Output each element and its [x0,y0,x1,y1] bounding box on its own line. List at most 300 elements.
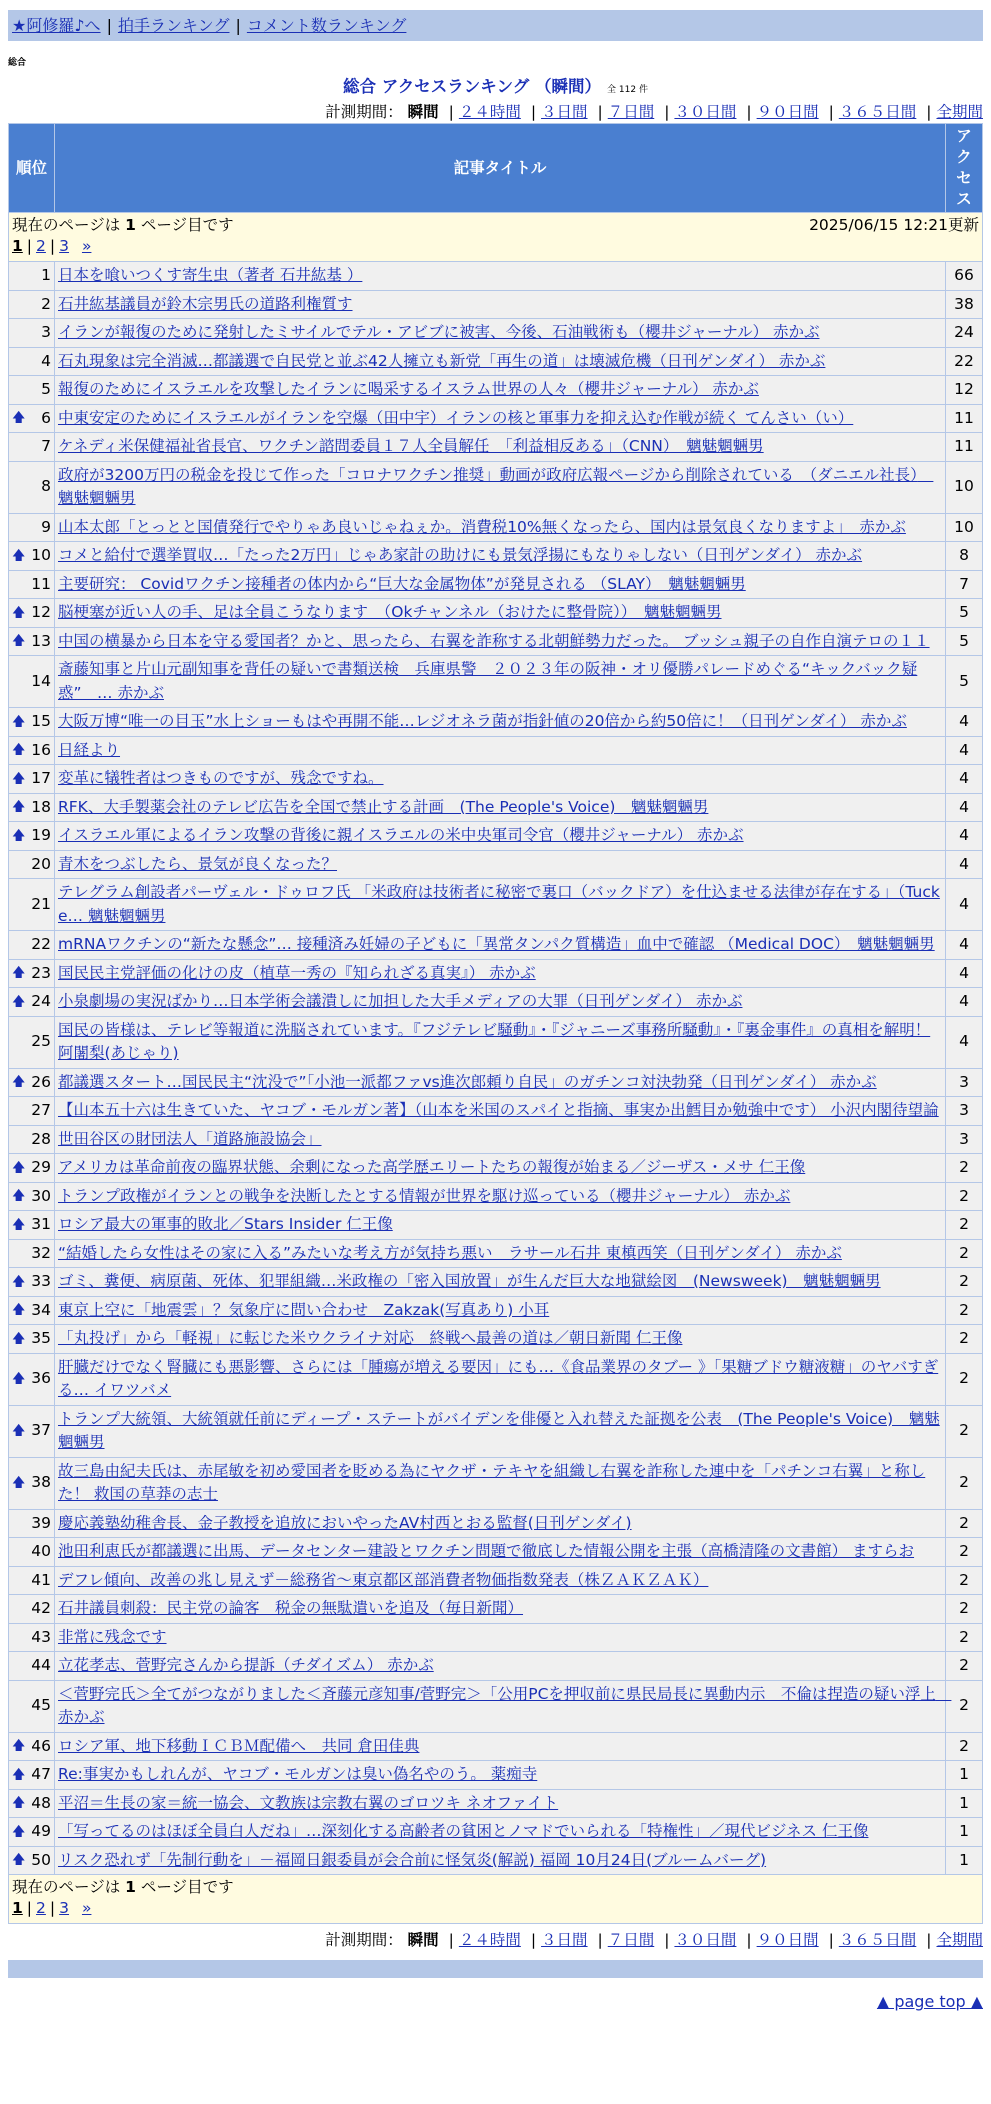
rank-number: 10 [31,546,51,564]
table-row [9,1405,983,1457]
pager-current: 1 [12,237,23,255]
access-count: 2 [946,1239,983,1268]
title-cell [55,931,946,960]
article-link[interactable]: イスラエル軍によるイラン攻撃の背後に親イスラエルの米中央軍司令官（櫻井ジャーナル） 赤かぶ [58,826,744,844]
rank-cell [9,433,55,462]
table-row [9,736,983,765]
rank-number: 21 [31,894,51,913]
table-row [9,1761,983,1790]
access-count: 12 [946,376,983,405]
rank-number: 39 [31,1513,51,1532]
access-count: 4 [946,765,983,794]
title-cell [55,542,946,571]
access-count: 1 [946,1846,983,1875]
access-count: 3 [946,1097,983,1126]
access-count: 66 [946,262,983,291]
title-cell [55,1509,946,1538]
article-link[interactable]: コメと給付で選挙買収…「たった2万円」じゃあ家計の助けにも景気浮揚にもなりゃしない（日刊ゲンダイ） 赤かぶ [58,546,863,564]
period-90d-link[interactable]: ９０日間 [756,1931,819,1949]
up-arrow-icon: 🡅 [12,1331,26,1347]
period-30d-link[interactable]: ３０日間 [674,103,737,121]
total-count: 全 112 件 [607,85,648,95]
period-365d-link[interactable]: ３６５日間 [838,1931,917,1949]
period-3d-link[interactable]: ３日間 [541,103,588,121]
rank-cell [9,1016,55,1068]
table-row [9,1509,983,1538]
pager-next[interactable]: » [81,1899,92,1917]
up-arrow-icon: 🡅 [12,742,26,758]
article-link[interactable]: 国民の皆様は、テレビ等報道に洗脳されています。『フジテレビ騒動』・『ジャニーズ事務所騒動』・『裏金事件』の真相を解明！ 阿闍梨(あじゃり) [58,1020,931,1062]
article-link[interactable]: 故三島由紀夫氏は、赤尾敏を初め愛国者を貶める為にヤクザ・テキヤを組織し右翼を詐称した連中を「パチンコ右翼」と称した！ 救国の草莽の志士 [58,1461,926,1503]
article-link[interactable]: 報復のためにイスラエルを攻撃したイランに喝采するイスラム世界の人々（櫻井ジャーナル） 赤かぶ [58,380,759,398]
article-link[interactable]: 石井紘基議員が鈴木宗男氏の道路利権質す [58,294,353,313]
table-row [9,1154,983,1183]
access-count: 22 [946,347,983,376]
article-link[interactable]: 東京上空に「地震雲」？気象庁に問い合わせ Zakzak(写真あり) 小耳 [58,1300,550,1319]
access-count: 2 [946,1652,983,1681]
access-count: 11 [946,433,983,462]
table-row [9,1268,983,1297]
rank-cell [9,656,55,708]
rank-number: 28 [31,1129,51,1148]
article-link[interactable]: ケネディ米保健福祉省長官、ワクチン諮問委員１７人全員解任 「利益相反ある」（CNN） 魑魅魍魎男 [58,437,764,455]
table-row [9,290,983,319]
access-count: 4 [946,879,983,931]
rank-number: 44 [31,1656,51,1674]
table-row [9,822,983,851]
rank-cell [9,1652,55,1681]
table-row [9,627,983,656]
table-row [9,1732,983,1761]
footer-bar [8,1960,983,1978]
rank-number: 20 [31,854,51,873]
up-arrow-icon: 🡅 [12,965,26,981]
up-arrow-icon: 🡅 [12,1423,26,1439]
article-link[interactable]: 主要研究： Covidワクチン接種者の体内から“巨大な金属物体”が発見される （SLAY） 魑魅魍魎男 [58,574,746,593]
rank-number: 46 [31,1736,51,1755]
up-arrow-icon: 🡅 [12,1371,26,1387]
article-link[interactable]: 石井議員刺殺：民主党の論客 税金の無駄遣いを追及（毎日新聞） [58,1599,524,1617]
article-link[interactable]: 池田利恵氏が都議選に出馬、データセンター建設とワクチン問題で徹底した情報公開を主張（高橋清隆の文書館） ますらお [58,1542,915,1560]
current-page-text: 現在のページは 1 ページ目です [12,216,234,234]
access-count: 24 [946,319,983,348]
rank-number: 19 [31,826,51,844]
title-cell [55,1566,946,1595]
access-count: 5 [946,599,983,628]
article-link[interactable]: 立花孝志、菅野完さんから提訴（チダイズム） 赤かぶ [58,1656,434,1674]
title-cell [55,879,946,931]
rank-cell [9,1789,55,1818]
title-cell [55,1623,946,1652]
up-arrow-icon: 🡅 [12,1160,26,1176]
page-title: 総合 アクセスランキング （瞬間） [343,77,602,96]
rank-number: 31 [31,1215,51,1233]
article-link[interactable]: 小泉劇場の実況ばかり…日本学術会議潰しに加担した大手メディアの大罪（日刊ゲンダイ） 赤かぶ [58,992,743,1010]
rank-cell [9,404,55,433]
table-row [9,793,983,822]
rank-number: 48 [31,1793,51,1812]
article-link[interactable]: イランが報復のために発射したミサイルでテル・アビブに被害、今後、石油戦術も（櫻井ジャーナル） 赤かぶ [58,323,820,341]
article-link[interactable]: 世田谷区の財団法人「道路施設協会」 [58,1129,322,1148]
title-cell [55,1846,946,1875]
period-365d-link[interactable]: ３６５日間 [838,103,917,121]
article-link[interactable]: テレグラム創設者パーヴェル・ドゥロフ氏 「米政府は技術者に秘密で裏口（バックドア）を仕込ませる法律が存在する」（Tucke… 魑魅魍魎男 [58,883,940,925]
rank-cell [9,1296,55,1325]
pager-next[interactable]: » [81,237,92,255]
access-count: 2 [946,1457,983,1509]
nav-separator: | [235,16,241,35]
access-count: 3 [946,1068,983,1097]
rank-cell [9,1732,55,1761]
article-link[interactable]: 平沼＝生長の家＝統一協会、文教族は宗教右翼のゴロツキ ネオファイト [58,1793,559,1812]
header-title: 記事タイトル [55,124,946,213]
up-arrow-icon: 🡅 [12,410,26,426]
pager-page-3[interactable]: 3 [59,1899,70,1917]
title-cell [55,1125,946,1154]
table-row [9,1211,983,1240]
table-row [9,1325,983,1354]
article-link[interactable]: ロシア最大の軍事的敗北／Stars Insider 仁王像 [58,1215,393,1233]
access-count: 2 [946,1182,983,1211]
period-current: 瞬間 [407,103,439,121]
nav-separator: | [106,16,112,35]
rank-cell [9,988,55,1017]
article-link[interactable]: 【山本五十六は生きていた、ヤコブ・モルガン著】（山本を米国のスパイと指摘、事実か出鱈目か勉強中です） 小沢内閣待望論 [58,1101,939,1119]
period-7d-link[interactable]: ７日間 [607,1931,655,1949]
title-cell [55,1325,946,1354]
article-link[interactable]: 脳梗塞が近い人の手、足は全員こうなります （Okチャンネル（おけたに整骨院）） 魑魅魍魎男 [58,603,722,621]
period-all-link[interactable]: 全期間 [936,1931,983,1949]
article-link[interactable]: 中東安定のためにイスラエルがイランを空爆（田中宇）イランの核と軍事力を抑え込む作戦が続く てんさい（い） [58,408,854,427]
title-cell [55,433,946,462]
current-page-text: 現在のページは 1 ページ目です [12,1878,234,1896]
article-link[interactable]: リスク恐れず「先制行動を」－福岡日銀委員が会合前に怪気炎(解説) 福岡 10月24日(ブルームバーグ) [58,1850,767,1869]
access-count: 2 [946,1732,983,1761]
rank-cell [9,1595,55,1624]
period-selector-bottom: 計測期間： 瞬間 | ２４時間 | ３日間 | ７日間 | ３０日間 | ９０日間 | ３６５日間 | 全期間 [325,1931,983,1949]
title-cell [55,262,946,291]
table-row [9,542,983,571]
table-row [9,1353,983,1405]
up-arrow-icon: 🡅 [12,994,26,1010]
up-arrow-icon: 🡅 [12,828,26,844]
period-label: 計測期間： [325,103,403,121]
access-count: 4 [946,1016,983,1068]
article-link[interactable]: 大阪万博“唯一の目玉”水上ショーもはや再開不能…レジオネラ菌が指針値の20倍から約50倍に！（日刊ゲンダイ） 赤かぶ [58,712,907,730]
article-link[interactable]: ＜菅野完氏＞全てがつながりました＜斉藤元彦知事/菅野完＞「公用PCを押収前に県民局長に異動内示 不倫は捏造の疑い浮上 赤かぶ [58,1684,952,1726]
table-row [9,513,983,542]
page-top-link[interactable]: ▲ page top ▲ [876,1992,983,2011]
table-row [9,1680,983,1732]
article-link[interactable]: Re:事実かもしれんが、ヤコブ・モルガンは臭い偽名やのう。 薬痴寺 [58,1765,538,1783]
access-count: 2 [946,1566,983,1595]
article-link[interactable]: RFK、大手製薬会社のテレビ広告を全国で禁止する計画 (The People's Voice) 魑魅魍魎男 [58,797,709,816]
access-count: 2 [946,1211,983,1240]
rank-cell [9,1125,55,1154]
comment-ranking-link[interactable]: コメント数ランキング [246,16,407,35]
ranking-table [8,123,983,1924]
rank-cell [9,1538,55,1567]
article-link[interactable]: 日経より [58,740,121,759]
up-arrow-icon: 🡅 [12,1824,26,1840]
article-link[interactable]: “結婚したら女性はその家に入る”みたいな考え方が気持ち悪い ラサール石井 東槙西笑（日刊ゲンダイ） 赤かぶ [58,1243,842,1262]
title-cell [55,656,946,708]
access-count: 4 [946,793,983,822]
title-cell [55,1239,946,1268]
header-rank: 順位 [9,124,55,213]
rank-cell [9,1761,55,1790]
table-row [9,708,983,737]
rank-cell [9,931,55,960]
up-arrow-icon: 🡅 [12,771,26,787]
article-link[interactable]: 石丸現象は完全消滅…都議選で自民党と並ぶ42人擁立も新党「再生の道」は壊滅危機（日刊ゲンダイ） 赤かぶ [58,351,826,370]
article-link[interactable]: 青木をつぶしたら、景気が良くなった？ [58,854,338,873]
rank-number: 41 [31,1570,51,1589]
pager-page-2[interactable]: 2 [36,237,46,255]
access-count: 7 [946,570,983,599]
table-row [9,1623,983,1652]
rank-number: 23 [31,963,51,982]
title-cell [55,1353,946,1405]
rank-number: 47 [31,1765,51,1783]
rank-number: 25 [31,1032,51,1051]
rank-number: 37 [31,1421,51,1440]
article-link[interactable]: 日本を喰いつくす寄生虫（著者 石井紘基 ） [58,266,363,284]
table-row [9,1125,983,1154]
title-cell [55,599,946,628]
ranking-rows [9,262,983,1875]
title-cell [55,319,946,348]
table-row [9,879,983,931]
up-arrow-icon: 🡅 [12,633,26,649]
rank-number: 42 [31,1599,51,1617]
table-row [9,1818,983,1847]
title-cell [55,1761,946,1790]
pager-page-3[interactable]: 3 [59,237,70,255]
access-count: 2 [946,1680,983,1732]
article-link[interactable]: 都議選スタート…国民民主“沈没で”「小池一派都ファvs進次郎頼り自民」のガチンコ対決勃発（日刊ゲンダイ） 赤かぶ [58,1072,877,1091]
rank-number: 7 [41,437,51,455]
table-row [9,319,983,348]
period-24h-link[interactable]: ２４時間 [458,103,521,121]
rank-cell [9,1457,55,1509]
table-row [9,404,983,433]
rank-number: 24 [31,992,51,1010]
up-arrow-icon: 🡅 [12,1795,26,1811]
article-link[interactable]: 政府が3200万円の税金を投じて作った「コロナワクチン推奨」動画が政府広報ページから削除されている （ダニエル社長） 魑魅魍魎男 [58,465,934,507]
page-info-row-bottom [9,1875,983,1924]
table-row [9,1457,983,1509]
up-arrow-icon: 🡅 [12,1475,26,1491]
rank-cell [9,627,55,656]
title-cell [55,1182,946,1211]
rank-cell [9,513,55,542]
title-cell [55,1296,946,1325]
rank-number: 8 [41,477,51,496]
up-arrow-icon: 🡅 [12,1217,26,1233]
access-count: 1 [946,1818,983,1847]
article-link[interactable]: トランプ政権がイランとの戦争を決断したとする情報が世界を駆け巡っている（櫻井ジャーナル） 赤かぶ [58,1186,791,1205]
access-count: 2 [946,1623,983,1652]
pager-page-2[interactable]: 2 [36,1899,46,1917]
title-cell [55,376,946,405]
table-row [9,1846,983,1875]
period-label: 計測期間： [325,1931,403,1949]
up-arrow-icon: 🡅 [12,1302,26,1318]
rank-cell [9,879,55,931]
access-count: 8 [946,542,983,571]
title-cell [55,1818,946,1847]
period-30d-link[interactable]: ３０日間 [674,1931,737,1949]
table-row [9,262,983,291]
article-link[interactable]: ゴミ、糞便、病原菌、死体、犯罪組織…米政権の「密入国放置」が生んだ巨大な地獄絵図 (Newsweek) 魑魅魍魎男 [58,1272,881,1290]
rank-number: 5 [41,380,51,398]
article-link[interactable]: アメリカは革命前夜の臨界状態、余剰になった高学歴エリートたちの報復が始まる／ジーザス・メサ 仁王像 [58,1158,806,1176]
section-label: 総合 [8,58,27,68]
rank-cell [9,1182,55,1211]
clap-ranking-link[interactable]: 拍手ランキング [117,16,230,35]
home-link[interactable]: ★阿修羅♪へ [12,16,101,35]
table-row [9,988,983,1017]
period-7d-link[interactable]: ７日間 [607,103,655,121]
table-row [9,433,983,462]
title-cell [55,736,946,765]
title-cell [55,290,946,319]
rank-number: 9 [41,517,51,536]
up-arrow-icon: 🡅 [12,714,26,730]
up-arrow-icon: 🡅 [12,1274,26,1290]
rank-number: 1 [41,266,51,284]
rank-cell [9,822,55,851]
access-count: 2 [946,1296,983,1325]
table-row [9,850,983,879]
rank-cell [9,765,55,794]
period-current: 瞬間 [407,1931,439,1949]
article-link[interactable]: 肝臓だけでなく腎臓にも悪影響、さらには「腫瘍が増える要因」にも…《食品業界のタブー 》「果糖ブドウ糖液糖」のヤバすぎる… イワツバメ [58,1357,939,1399]
rank-number: 13 [31,631,51,650]
access-count: 11 [946,404,983,433]
title-cell [55,850,946,879]
article-link[interactable]: 変革に犠牲者はつきものですが、残念ですね。 [58,769,384,787]
article-link[interactable]: 「丸投げ」から「軽視」に転じた米ウクライナ対応 終戦へ最善の道は／朝日新聞 仁王像 [58,1329,683,1347]
rank-cell [9,1068,55,1097]
access-count: 2 [946,1509,983,1538]
rank-number: 34 [31,1300,51,1319]
access-count: 2 [946,1268,983,1297]
period-90d-link[interactable]: ９０日間 [756,103,819,121]
title-cell [55,822,946,851]
access-count: 5 [946,627,983,656]
table-row [9,599,983,628]
rank-cell [9,461,55,513]
table-row [9,931,983,960]
rank-number: 27 [31,1101,51,1119]
rank-cell [9,708,55,737]
page-info-row-top [9,213,983,262]
access-count: 10 [946,461,983,513]
rank-cell [9,570,55,599]
title-cell [55,1652,946,1681]
table-row [9,1566,983,1595]
article-link[interactable]: 山本太郎「とっとと国債発行でやりゃあ良いじゃねぇか。消費税10%無くなったら、国内は景気良くなりますよ」 赤かぶ [58,517,906,536]
title-cell [55,1595,946,1624]
article-link[interactable]: 「写ってるのはほぼ全員白人だね」…深刻化する高齢者の貧困とノマドでいられる「特権性」／現代ビジネス 仁王像 [58,1822,869,1840]
rank-number: 2 [41,294,51,313]
rank-cell [9,1566,55,1595]
title-cell [55,1680,952,1732]
access-count: 4 [946,822,983,851]
access-count: 1 [946,1761,983,1790]
rank-number: 22 [31,935,51,953]
title-cell [55,513,946,542]
rank-cell [9,1239,55,1268]
rank-number: 38 [31,1473,51,1492]
access-count: 2 [946,1353,983,1405]
access-count: 10 [946,513,983,542]
period-3d-link[interactable]: ３日間 [541,1931,588,1949]
article-link[interactable]: 斎藤知事と片山元副知事を背任の疑いで書類送検 兵庫県警 ２０２３年の阪神・オリ優勝パレードめぐる“キックバック疑惑” … 赤かぶ [58,660,918,702]
table-row [9,1239,983,1268]
rank-number: 12 [31,603,51,621]
rank-number: 35 [31,1329,51,1347]
rank-number: 29 [31,1158,51,1176]
table-row [9,1652,983,1681]
page-title-row [8,73,983,97]
rank-number: 4 [41,351,51,370]
updated-timestamp: 2025/06/15 12:21更新 [809,216,979,234]
up-arrow-icon: 🡅 [12,1852,26,1868]
access-count: 2 [946,1154,983,1183]
article-link[interactable]: 非常に残念です [58,1627,167,1646]
rank-number: 17 [31,769,51,787]
access-count: 2 [946,1405,983,1457]
article-link[interactable]: 国民民主党評価の化けの皮（植草一秀の『知られざる真実』） 赤かぶ [58,963,536,982]
table-row [9,461,983,513]
access-count: 2 [946,1595,983,1624]
access-count: 4 [946,736,983,765]
title-cell [55,570,946,599]
rank-cell [9,599,55,628]
article-link[interactable]: ロシア軍、地下移動ＩＣＢＭ配備へ 共同 倉田佳典 [58,1736,420,1755]
rank-number: 36 [31,1369,51,1388]
rank-cell [9,1680,55,1732]
rank-cell [9,736,55,765]
rank-cell [9,793,55,822]
access-count: 5 [946,656,983,708]
title-cell [55,1211,946,1240]
article-link[interactable]: mRNAワクチンの“新たな懸念”… 接種済み妊婦の子どもに「異常タンパク質構造」血中で確認 （Medical DOC） 魑魅魍魎男 [58,935,935,953]
table-row [9,376,983,405]
header-views: アクセス [946,124,983,213]
article-link[interactable]: 中国の横暴から日本を守る愛国者？かと、思ったら、右翼を詐称する北朝鮮勢力だった。 ブッシュ親子の自作自演テロの１１ [58,631,930,650]
pager-bottom: 1 | 2 | 3 » [12,1899,92,1917]
table-row [9,1538,983,1567]
title-cell [55,1016,946,1068]
article-link[interactable]: デフレ傾向、改善の兆し見えず－総務省～東京都区部消費者物価指数発表（株ＺＡＫＺＡＫ） [58,1570,709,1589]
article-link[interactable]: 慶応義塾幼稚舎長、金子教授を追放においやったAV村西とおる監督(日刊ゲンダイ) [58,1513,632,1532]
access-count: 1 [946,1789,983,1818]
article-link[interactable]: トランプ大統領、大統領就任前にディープ・ステートがバイデンを俳優と入れ替えた証拠を公表 (The People's Voice) 魑魅魍魎男 [58,1409,940,1451]
table-row [9,1296,983,1325]
period-all-link[interactable]: 全期間 [936,103,983,121]
access-count: 4 [946,931,983,960]
period-24h-link[interactable]: ２４時間 [458,1931,521,1949]
rank-number: 45 [31,1696,51,1715]
title-cell [55,1538,946,1567]
rank-cell [9,319,55,348]
rank-cell [9,1818,55,1847]
access-count: 4 [946,959,983,988]
